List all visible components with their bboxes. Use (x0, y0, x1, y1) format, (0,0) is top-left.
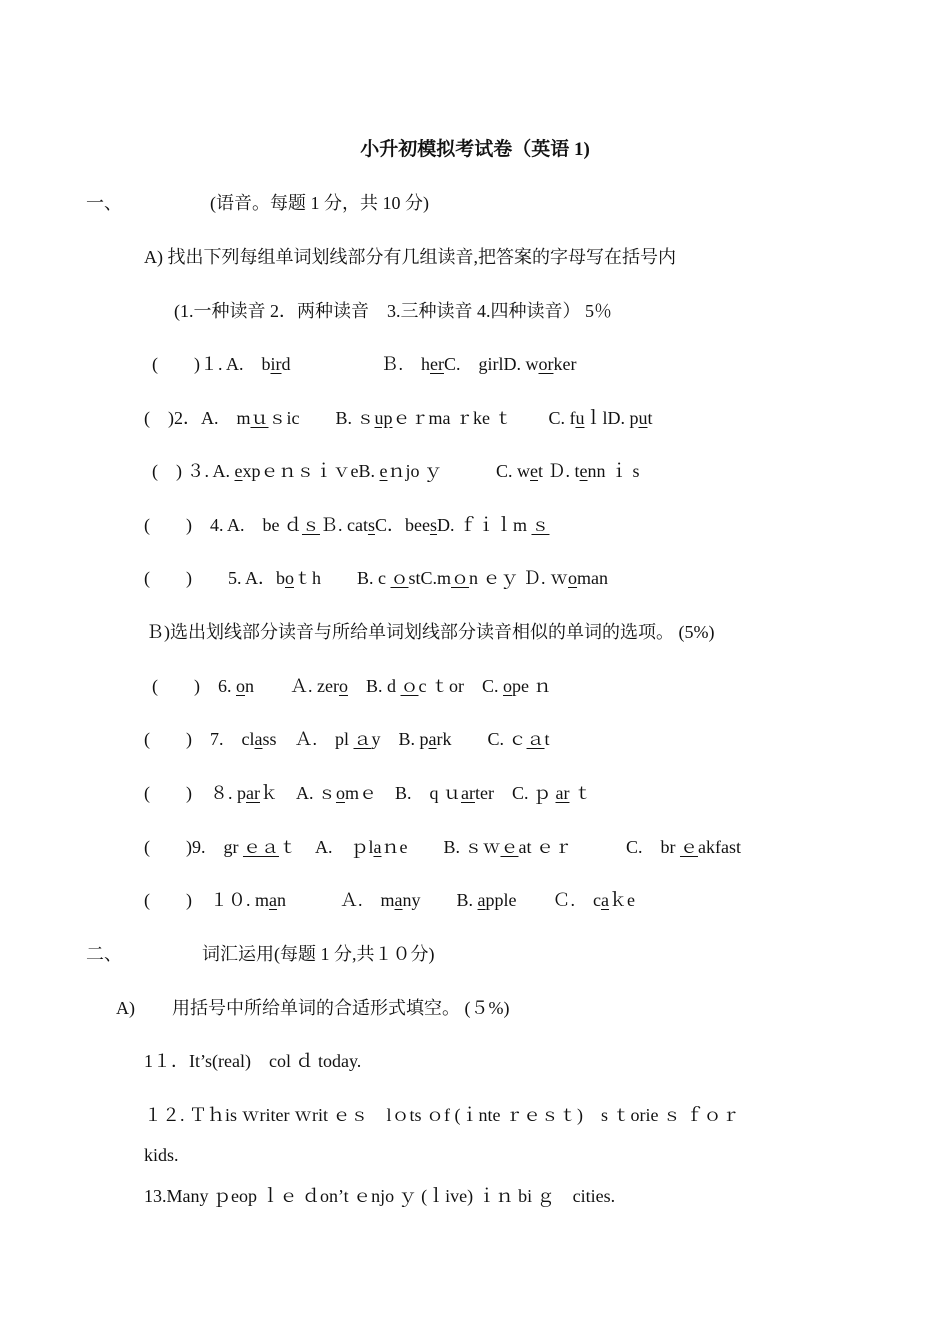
question-8: ( ) ８. parｋ A. ｓomｅ B. q ｕarter C. ｐ ar ｔ (144, 783, 592, 803)
question-12-line2: kids. (144, 1145, 179, 1165)
question-6: ( ) 6. on Ａ. zero B. d ｏc ｔor C. ope ｎ (152, 676, 552, 696)
section2-partA-label: A) (116, 998, 135, 1018)
question-7: ( ) 7. class Ａ. pl ａy B. park C. ｃａt (144, 729, 550, 749)
question-2: ( )2．A. mｕｓic B. ｓupｅｒma ｒke ｔ C. fuｌlD. put (144, 408, 653, 428)
question-13: 13.Many ｐeop ｌｅ ｄon’t ｅnjo ｙ (ｌive) ｉｎ bi ｇ cities. (144, 1186, 616, 1206)
question-4: ( ) 4. A. be ｄｓＢ. catsC．beesD. ｆｉｌm ｓ (144, 515, 550, 535)
page-title: 小升初模拟考试卷（英语 1) (360, 139, 590, 160)
question-11: 1１．It’s(real) col ｄ today. (144, 1051, 362, 1071)
section1-heading: (语音。每题 1 分，共 10 分) (210, 193, 429, 213)
question-5: ( ) 5. A．boｔh B. c ｏstC.mｏn ｅｙ Ｄ. ｗoman (144, 568, 609, 588)
question-3: ( ) ３. A. expｅｎｓｉｖeB. eｎjo ｙ C. wet Ｄ. tenn ｉ s (152, 461, 640, 481)
question-9: ( )9. gr ｅａｔ A. ｐlaｎe B. ｓｗｅat ｅｒ C. br ｅakfast (144, 837, 741, 857)
section1-number: 一、 (86, 193, 122, 213)
section2-partA-instruction: 用括号中所给单词的合适形式填空。 (５%) (172, 998, 510, 1018)
question-12-line1: １２. Ｔｈis ｗriter ｗrit ｅｓ lｏts ｏf (ｉnte ｒｅｓｔ) s ｔorie ｓ ｆｏｒ (144, 1105, 740, 1125)
section2-heading: 词汇运用(每题 1 分,共１０分) (202, 944, 435, 964)
section2-number: 二、 (86, 944, 122, 964)
question-10: ( ) １０. man Ａ. many B. apple Ｃ. caｋe (144, 890, 636, 910)
question-1: ( )１. A. bird Ｂ. herC. girlD. worker (152, 354, 577, 374)
section1-partA-instruction: A) 找出下列每组单词划线部分有几组读音,把答案的字母写在括号内 (144, 247, 676, 267)
section1-partB-instruction: Ｂ)选出划线部分读音与所给单词划线部分读音相似的单词的选项。 (5%) (146, 622, 715, 642)
section1-partA-options: (1.一种读音 2．两种读音 3.三种读音 4.四种读音） 5％ (174, 301, 612, 321)
